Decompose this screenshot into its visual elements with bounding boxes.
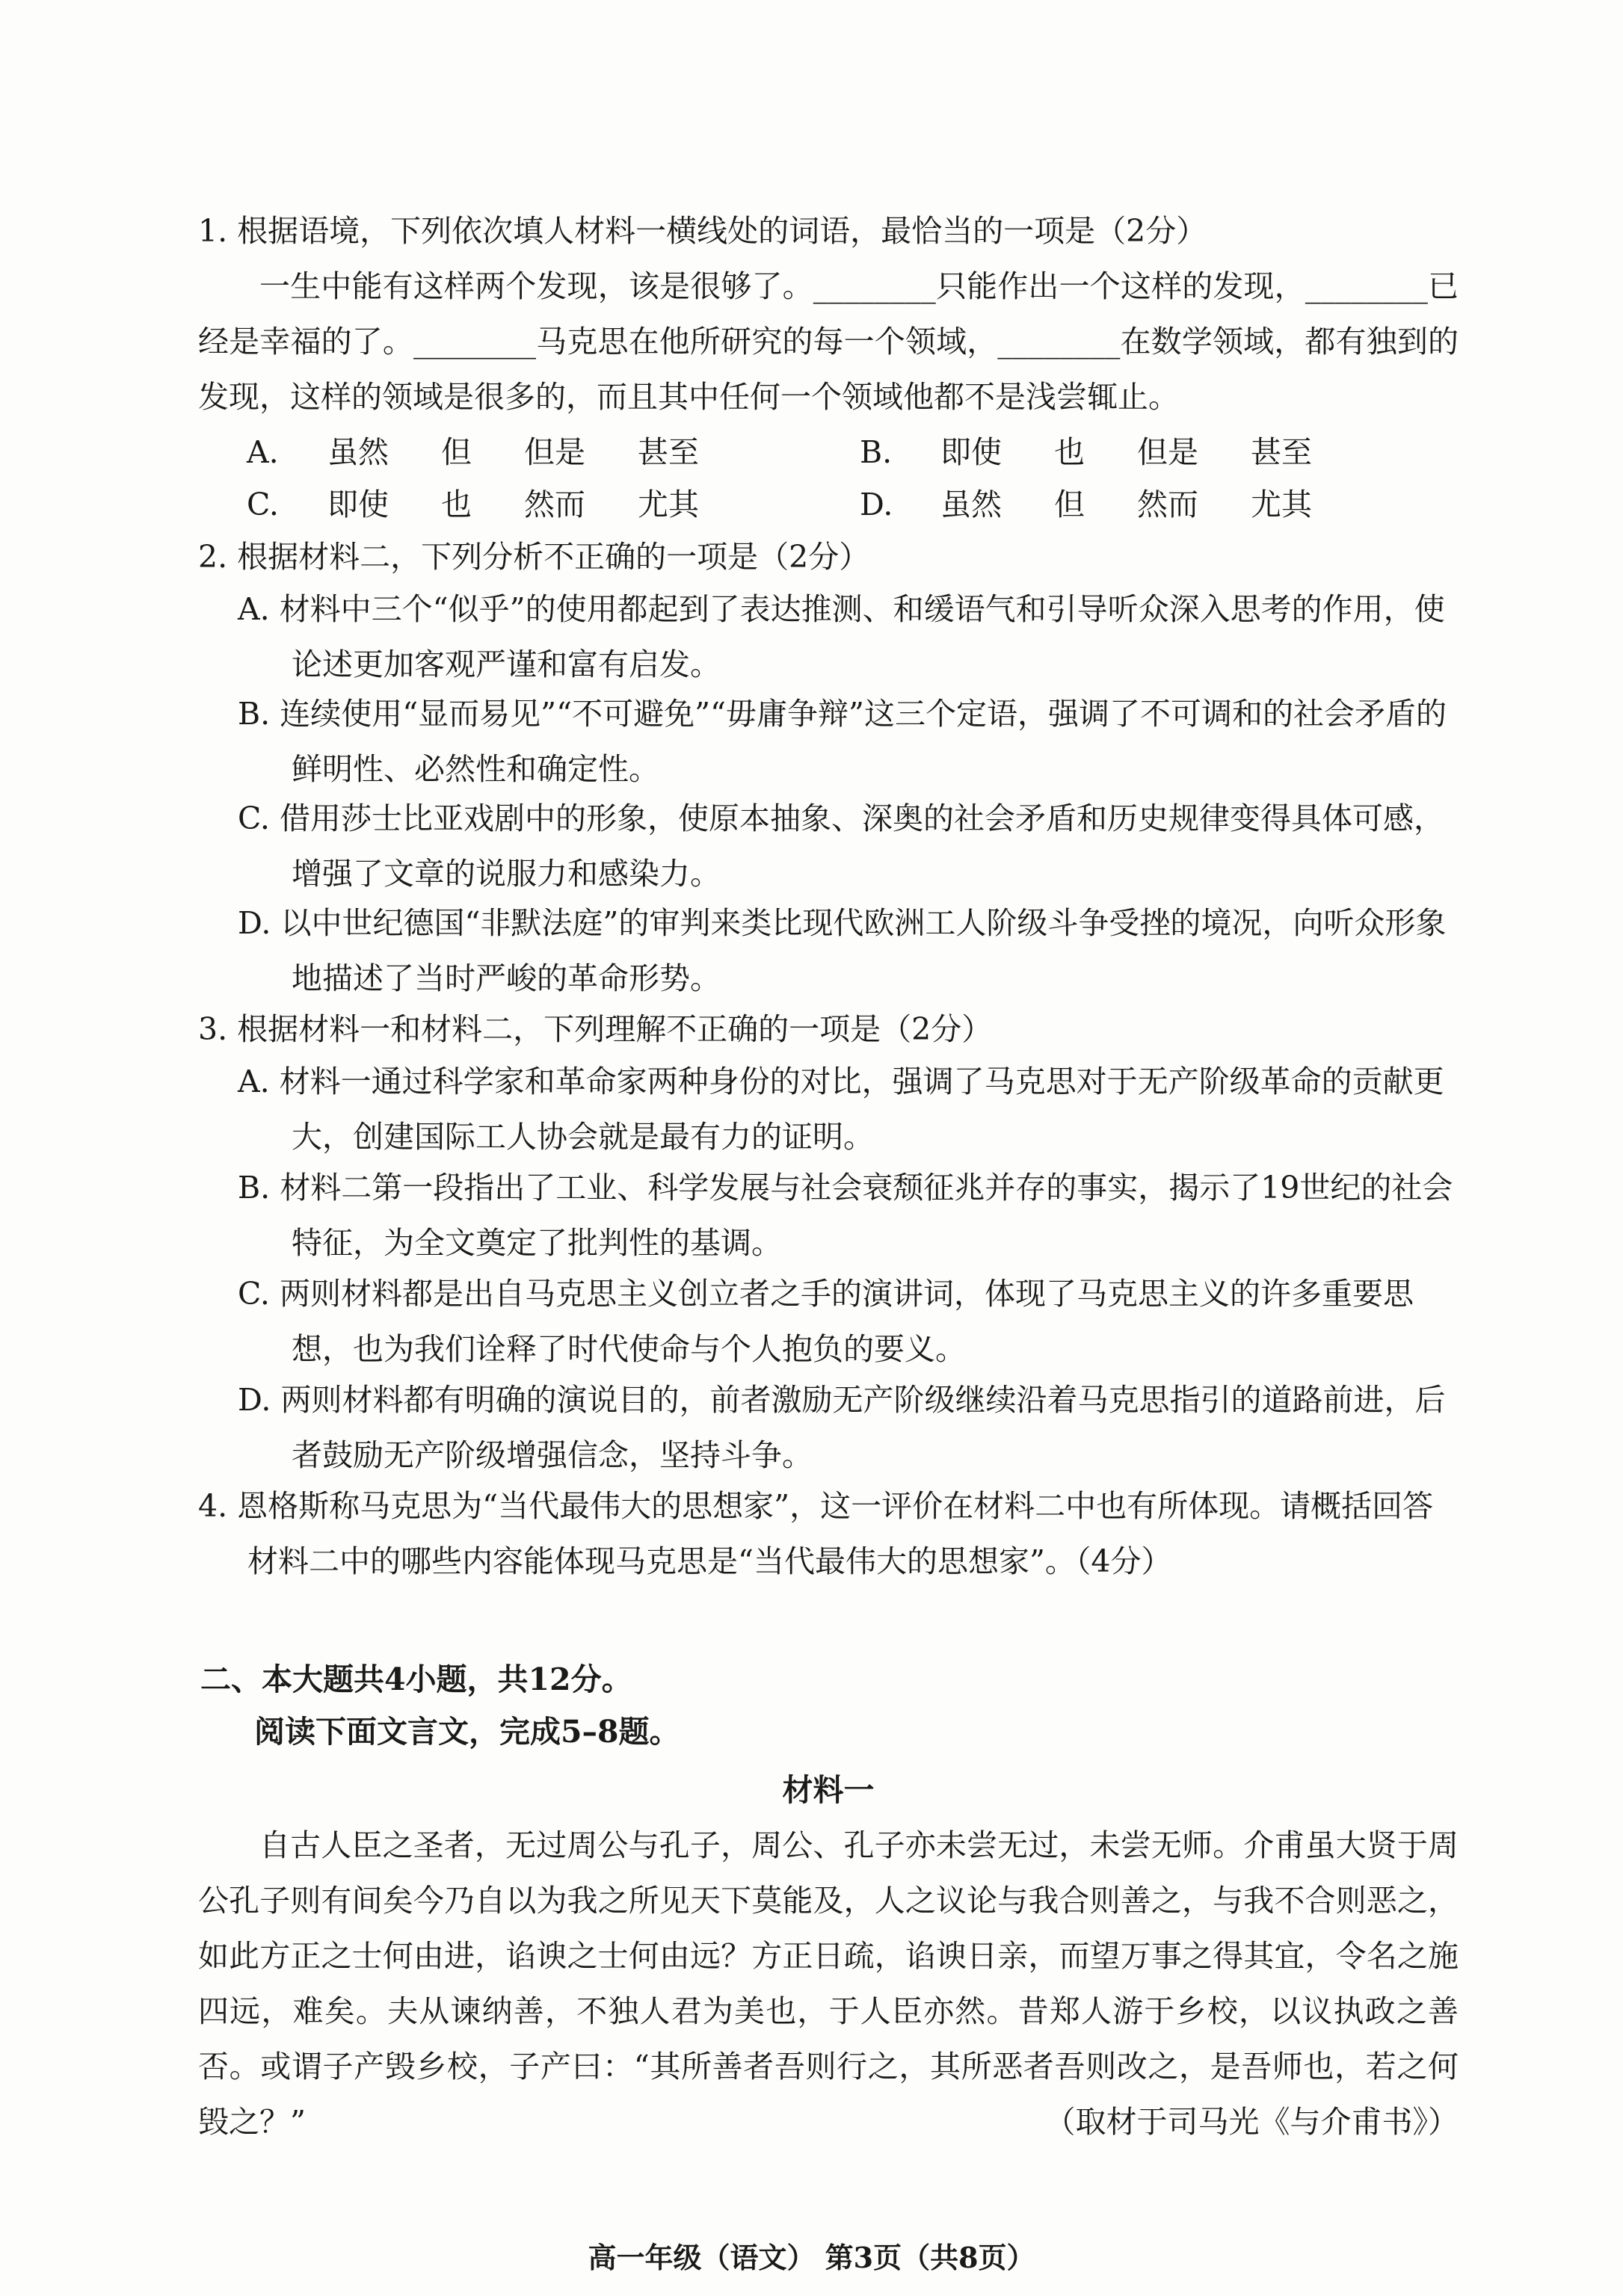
option-word: 虽然 [940,487,1002,522]
page-footer: 高一年级（语文） 第3页（共8页） [588,2241,1035,2274]
option-label: C. [247,487,279,522]
option-label: B. [860,434,893,470]
question-2-option-c: C. 借用莎士比亚戏剧中的形象，使原本抽象、深奥的社会矛盾和历史规律变得具体可感，增强了文章的说服力和感染力。 [238,800,1444,892]
question-3-stem: 3. 根据材料一和材料二，下列理解不正确的一项是（2分） [198,1011,993,1047]
question-2-option-d: D. 以中世纪德国“非默法庭”的审判来类比现代欧洲工人阶级斗争受挫的境况，向听众形象地描述了当时严峻的革命形势。 [238,905,1447,996]
option-word: 也 [1054,434,1085,470]
section-2-heading: 二、本大题共4小题，共12分。 [200,1661,632,1697]
passage-source: （取材于司马光《与介甫书》） [1044,2104,1459,2140]
option-word: 即使 [327,487,389,522]
question-3-option-c: C. 两则材料都是出自马克思主义创立者之手的演讲词，体现了马克思主义的许多重要思想，也为我们诠释了时代使命与个人抱负的要义。 [238,1276,1414,1367]
option-word: 即使 [940,434,1002,470]
option-word: 尤其 [1251,487,1312,522]
material-1-title: 材料一 [782,1772,875,1808]
question-3-option-d: D. 两则材料都有明确的演说目的，前者激励无产阶级继续沿着马克思指引的道路前进，后者鼓励无产阶级增强信念，坚持斗争。 [238,1382,1446,1473]
option-word: 然而 [524,487,585,522]
section-2-instruction: 阅读下面文言文，完成5–8题。 [254,1714,680,1750]
option-word: 但 [441,434,472,470]
option-label: D. [860,487,893,522]
option-word: 但 [1054,487,1085,522]
question-1-stem: 1. 根据语境，下列依次填人材料一横线处的词语，最恰当的一项是（2分） [198,213,1207,249]
option-word: 也 [441,487,472,522]
option-word: 然而 [1137,487,1198,522]
question-2-option-a: A. 材料中三个“似乎”的使用都起到了表达推测、和缓语气和引导听众深入思考的作用，使论述更加客观严谨和富有启发。 [238,591,1445,682]
option-d [860,477,1312,532]
option-b [860,425,1312,480]
option-a [247,425,699,480]
classical-passage: 自古人臣之圣者，无过周公与孔子，周公、孔子亦未尝无过，未尝无师。介甫虽大贤于周公孔子则有间矣今乃自以为我之所见天下莫能及，人之议论与我合则善之，与我不合则恶之，如此方正之士何由进，谄谀之士何由远？方正日疏，谄谀日亲，而望万事之得其宜，令名之施四远，难矣。夫从谏纳善，不独人君为美也，于人臣亦然。昔郑人游于乡校，以议执政之善否。或谓子产毁乡校，子产曰：“其所善者吾则行之，其所恶者吾则改之，是吾师也，若之何毁之？” [198,1827,1459,2140]
option-word: 但是 [524,434,585,470]
question-2-option-b: B. 连续使用“显而易见”“不可避免”“毋庸争辩”这三个定语，强调了不可调和的社会矛盾的鲜明性、必然性和确定性。 [238,696,1447,787]
option-label: A. [247,434,279,470]
question-2-stem: 2. 根据材料二，下列分析不正确的一项是（2分） [198,539,870,575]
option-word: 但是 [1137,434,1198,470]
option-word: 甚至 [638,434,699,470]
option-c [247,477,699,532]
question-1-passage: 一生中能有这样两个发现，该是很够了。________只能作出一个这样的发现，________已经是幸福的了。________马克思在他所研究的每一个领域，________在数学领域，都有独到的发现，这样的领域是很多的，而且其中任何一个领域他都不是浅尝辄止。 [198,268,1459,415]
question-3-option-b: B. 材料二第一段指出了工业、科学发展与社会衰颓征兆并存的事实，揭示了19世纪的社会特征，为全文奠定了批判性的基调。 [238,1170,1453,1261]
question-3-option-a: A. 材料一通过科学家和革命家两种身份的对比，强调了马克思对于无产阶级革命的贡献更大，创建国际工人协会就是最有力的证明。 [238,1064,1444,1155]
option-word: 尤其 [638,487,699,522]
option-word: 虽然 [327,434,389,470]
option-word: 甚至 [1251,434,1312,470]
question-4-stem: 4. 恩格斯称马克思为“当代最伟大的思想家”，这一评价在材料二中也有所体现。请概括回答材料二中的哪些内容能体现马克思是“当代最伟大的思想家”。（4分） [198,1488,1434,1579]
